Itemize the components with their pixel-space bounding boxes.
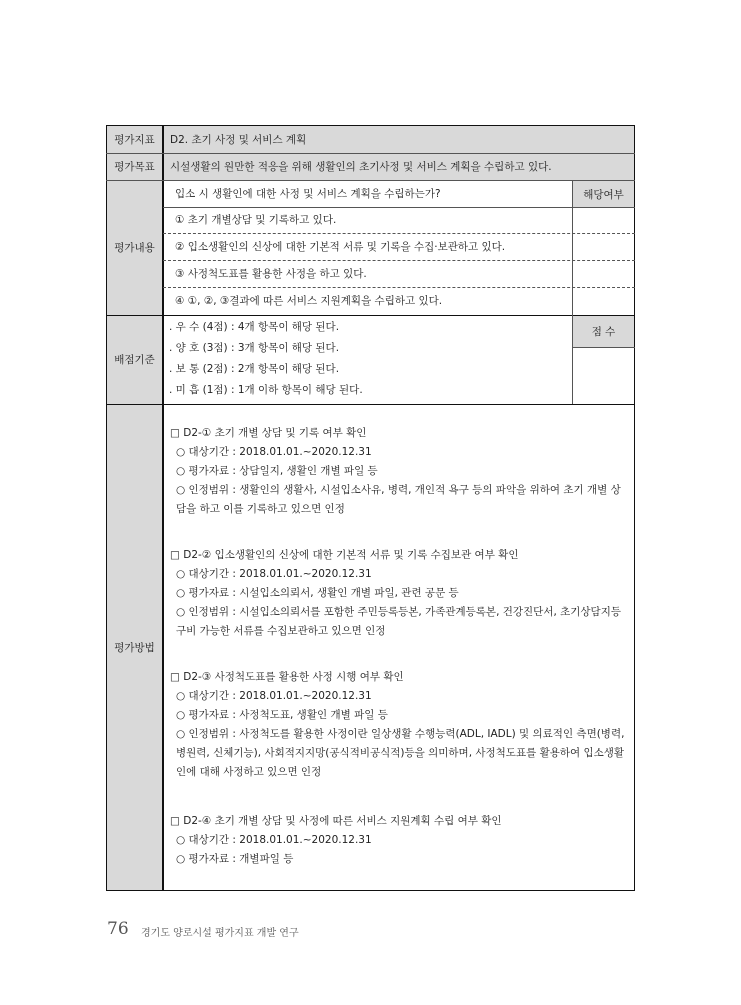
content-question: 입소 시 생활인에 대한 사정 및 서비스 계획을 수립하는가? [175,188,441,200]
method-period: ○ 대상기간 : 2018.01.01.~2020.12.31 [176,834,372,846]
scoring-item: . 우 수 (4점) : 4개 항목이 해당 된다. [169,321,340,333]
scoring-item: . 보 통 (2점) : 2개 항목이 해당 된다. [169,363,340,375]
row-divider-1 [106,153,635,154]
method-section-title: □ D2-④ 초기 개별 상담 및 사정에 따른 서비스 지원계획 수립 여부 확인 [170,815,502,827]
table-top-border [106,125,635,126]
content-item: ① 초기 개별상담 및 기록하고 있다. [175,214,337,226]
method-criteria: ○ 인정범위 : 사정척도를 활용한 사정이란 일상생활 수행능력(ADL, IADL) 및 의료적인 측면(병력, 병원력, 신체기능), 사회적지지망(공식적비공식적)등을 의미하며, 사정척도표를 활용하여 입소생활인에 대해 사정하고 있으면 인정 [176,728,625,778]
method-section-4 [170,812,628,869]
indicator-title: D2. 초기 사정 및 서비스 계획 [170,134,307,146]
method-section-2 [170,546,628,641]
content-item: ② 입소생활인의 신상에 대한 기본적 서류 및 기록을 수집·보관하고 있다. [175,241,506,253]
method-period: ○ 대상기간 : 2018.01.01.~2020.12.31 [176,690,372,702]
content-item: ③ 사정척도표를 활용한 사정을 하고 있다. [175,268,367,280]
goal-text: 시설생활의 원만한 적응을 위해 생활인의 초기사정 및 서비스 계획을 수립하고 있다. [170,161,552,173]
content-item: ④ ①, ②, ③결과에 따른 서비스 지원계획을 수립하고 있다. [175,295,443,307]
table-right-border [634,125,635,891]
method-section-3 [170,668,628,782]
scoring-item: . 미 흡 (1점) : 1개 이하 항목이 해당 된다. [169,384,363,396]
item-divider-1 [163,233,635,234]
method-period: ○ 대상기간 : 2018.01.01.~2020.12.31 [176,446,372,458]
page-number: 76 [107,919,129,939]
item-divider-3 [163,287,635,288]
score-header: 점 수 [591,326,616,338]
footer-title: 경기도 양로시설 평가지표 개발 연구 [141,928,299,939]
table-bottom-border [106,890,635,891]
method-criteria: ○ 인정범위 : 시설입소의뢰서를 포함한 주민등록등본, 가족관계등록본, 건강진단서, 초기상담지등 구비 가능한 서류를 수집보관하고 있으면 인정 [176,606,621,637]
method-period: ○ 대상기간 : 2018.01.01.~2020.12.31 [176,568,372,580]
scoring-label: 배점기준 [114,354,155,366]
method-section-1 [170,424,628,519]
method-data: ○ 평가자료 : 시설입소의뢰서, 생활인 개별 파일, 관련 공문 등 [176,587,459,599]
header-row-label: 평가지표 [114,134,155,146]
row-divider-2 [106,180,635,181]
row-divider-3 [106,315,635,316]
method-section-title: □ D2-③ 사정척도표를 활용한 사정 시행 여부 확인 [170,671,404,683]
method-data: ○ 평가자료 : 상담일지, 생활인 개별 파일 등 [176,465,378,477]
question-divider [163,207,635,208]
method-criteria: ○ 인정범위 : 생활인의 생활사, 시설입소사유, 병력, 개인적 욕구 등의 파악을 위하여 초기 개별 상담을 하고 이를 기록하고 있으면 인정 [176,484,621,515]
applicable-header: 해당여부 [583,188,624,201]
method-label: 평가방법 [114,641,155,654]
row-divider-4 [106,404,635,405]
content-label: 평가내용 [114,242,155,254]
method-section-title: □ D2-② 입소생활인의 신상에 대한 기본적 서류 및 기록 수집보관 여부 확인 [170,549,519,561]
scoring-item: . 양 호 (3점) : 3개 항목이 해당 된다. [169,342,340,354]
label-column-divider [162,125,164,891]
method-data: ○ 평가자료 : 사정척도표, 생활인 개별 파일 등 [176,709,388,721]
method-data: ○ 평가자료 : 개별파일 등 [176,853,294,865]
score-header-divider [572,347,635,348]
item-divider-2 [163,260,635,261]
method-section-title: □ D2-① 초기 개별 상담 및 기록 여부 확인 [170,427,367,439]
goal-row-label: 평가목표 [114,161,155,173]
